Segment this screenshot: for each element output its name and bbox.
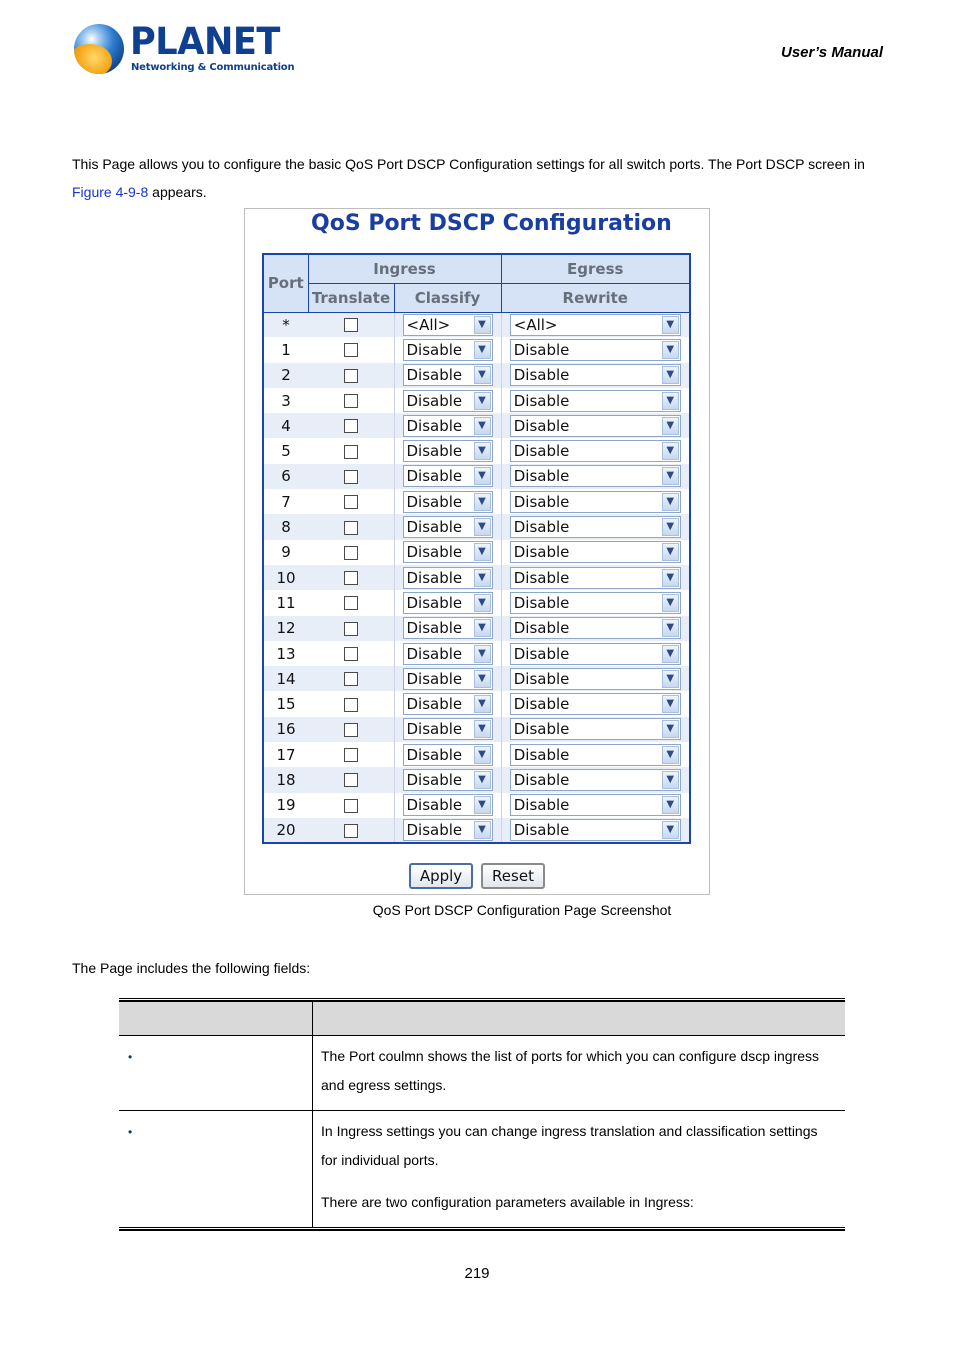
apply-button[interactable]: Apply <box>409 863 473 889</box>
translate-checkbox[interactable] <box>344 773 358 787</box>
rewrite-value: Disable <box>513 593 570 612</box>
reset-button[interactable]: Reset <box>481 863 545 889</box>
classify-value: Disable <box>406 391 463 410</box>
port-cell: 7 <box>263 489 308 514</box>
translate-cell <box>308 818 394 843</box>
field-description-cell <box>313 1036 845 1110</box>
port-cell: 20 <box>263 818 308 843</box>
chevron-down-icon[interactable]: ▼ <box>662 670 679 688</box>
classify-select[interactable] <box>403 643 493 665</box>
table-row <box>263 388 690 413</box>
rewrite-value: Disable <box>513 770 570 789</box>
classify-cell <box>394 666 501 691</box>
classify-value: Disable <box>406 644 463 663</box>
field-description-text: There are two configuration parameters available in Ingress: <box>321 1194 694 1210</box>
dscp-config-table <box>262 253 691 844</box>
translate-checkbox[interactable] <box>344 445 358 459</box>
rewrite-cell <box>501 691 690 716</box>
intro-text: This Page allows you to configure the basic QoS Port DSCP Configuration settings for all switch ports. The Port DSCP screen in <box>72 156 865 172</box>
rewrite-cell <box>501 590 690 615</box>
rewrite-select[interactable] <box>510 718 681 740</box>
table-row <box>263 489 690 514</box>
rewrite-select[interactable] <box>510 794 681 816</box>
translate-cell <box>308 489 394 514</box>
rewrite-cell <box>501 388 690 413</box>
chevron-down-icon[interactable]: ▼ <box>474 821 491 839</box>
classify-cell <box>394 337 501 362</box>
chevron-down-icon[interactable]: ▼ <box>662 569 679 587</box>
table-row <box>263 363 690 388</box>
rewrite-value: <All> <box>513 315 558 334</box>
screenshot-frame <box>244 208 710 895</box>
chevron-down-icon[interactable]: ▼ <box>474 442 491 460</box>
rewrite-select[interactable] <box>510 415 681 437</box>
translate-cell <box>308 312 394 337</box>
column-header-egress: Egress <box>501 254 690 283</box>
table-row <box>263 312 690 337</box>
translate-cell <box>308 413 394 438</box>
field-description-text: The Port coulmn shows the list of ports for which you can configure dscp ingress and egress settings. <box>321 1048 820 1093</box>
classify-select[interactable] <box>403 668 493 690</box>
translate-checkbox[interactable] <box>344 622 358 636</box>
classify-value: Disable <box>406 518 463 537</box>
fields-table-row <box>119 1035 845 1110</box>
bullet-icon: • <box>128 1050 133 1064</box>
translate-checkbox[interactable] <box>344 546 358 560</box>
rewrite-cell <box>501 312 690 337</box>
table-row <box>263 464 690 489</box>
rewrite-value: Disable <box>513 695 570 714</box>
translate-cell <box>308 514 394 539</box>
page-title: QoS Port DSCP Configuration <box>311 211 672 236</box>
translate-checkbox[interactable] <box>344 647 358 661</box>
page-number: 219 <box>464 1265 490 1282</box>
rewrite-value: Disable <box>513 821 570 840</box>
rewrite-select[interactable] <box>510 643 681 665</box>
port-cell: 14 <box>263 666 308 691</box>
translate-checkbox[interactable] <box>344 799 358 813</box>
classify-value: Disable <box>406 770 463 789</box>
port-cell: 15 <box>263 691 308 716</box>
chevron-down-icon[interactable]: ▼ <box>662 771 679 789</box>
brand-name: PLANET <box>130 20 280 63</box>
classify-cell <box>394 438 501 463</box>
table-row <box>263 590 690 615</box>
rewrite-select[interactable] <box>510 516 681 538</box>
table-row <box>263 565 690 590</box>
translate-cell <box>308 464 394 489</box>
classify-select[interactable] <box>403 794 493 816</box>
rewrite-cell <box>501 413 690 438</box>
translate-cell <box>308 793 394 818</box>
classify-cell <box>394 388 501 413</box>
table-row <box>263 742 690 767</box>
translate-cell <box>308 641 394 666</box>
translate-cell <box>308 742 394 767</box>
rewrite-value: Disable <box>513 568 570 587</box>
intro-paragraph <box>72 150 892 206</box>
classify-select[interactable] <box>403 491 493 513</box>
chevron-down-icon[interactable]: ▼ <box>662 746 679 764</box>
translate-checkbox[interactable] <box>344 748 358 762</box>
chevron-down-icon[interactable]: ▼ <box>662 316 679 334</box>
table-row <box>263 793 690 818</box>
rewrite-select[interactable] <box>510 364 681 386</box>
translate-checkbox[interactable] <box>344 824 358 838</box>
fields-table-header <box>119 1001 845 1035</box>
chevron-down-icon[interactable]: ▼ <box>474 771 491 789</box>
chevron-down-icon[interactable]: ▼ <box>662 366 679 384</box>
translate-checkbox[interactable] <box>344 470 358 484</box>
rewrite-cell <box>501 767 690 792</box>
translate-cell <box>308 565 394 590</box>
classify-select[interactable] <box>403 744 493 766</box>
figure-link[interactable]: Figure 4-9-8 <box>72 184 149 200</box>
brand-tagline: Networking & Communication <box>131 62 295 73</box>
classify-value: Disable <box>406 416 463 435</box>
chevron-down-icon[interactable]: ▼ <box>662 493 679 511</box>
rewrite-select[interactable] <box>510 668 681 690</box>
classify-value: Disable <box>406 821 463 840</box>
translate-checkbox[interactable] <box>344 723 358 737</box>
classify-cell <box>394 742 501 767</box>
translate-cell <box>308 717 394 742</box>
classify-select[interactable] <box>403 314 493 336</box>
field-description-text: In Ingress settings you can change ingress translation and classification settings for individual ports. <box>321 1123 818 1168</box>
chevron-down-icon[interactable]: ▼ <box>662 594 679 612</box>
classify-select[interactable] <box>403 617 493 639</box>
bullet-icon: • <box>128 1125 133 1139</box>
table-row <box>263 767 690 792</box>
chevron-down-icon[interactable]: ▼ <box>662 543 679 561</box>
rewrite-select[interactable] <box>510 440 681 462</box>
rewrite-cell <box>501 363 690 388</box>
classify-select[interactable] <box>403 819 493 841</box>
classify-cell <box>394 540 501 565</box>
classify-value: Disable <box>406 467 463 486</box>
port-cell: 8 <box>263 514 308 539</box>
chevron-down-icon[interactable]: ▼ <box>474 569 491 587</box>
classify-value: Disable <box>406 568 463 587</box>
table-row <box>263 337 690 362</box>
classify-select[interactable] <box>403 592 493 614</box>
rewrite-value: Disable <box>513 467 570 486</box>
classify-cell <box>394 590 501 615</box>
classify-cell <box>394 514 501 539</box>
port-cell: * <box>263 312 308 337</box>
classify-select[interactable] <box>403 465 493 487</box>
classify-select[interactable] <box>403 541 493 563</box>
classify-value: Disable <box>406 543 463 562</box>
chevron-down-icon[interactable]: ▼ <box>662 720 679 738</box>
rewrite-cell <box>501 641 690 666</box>
classify-value: Disable <box>406 492 463 511</box>
classify-value: <All> <box>406 315 451 334</box>
rewrite-select[interactable] <box>510 339 681 361</box>
classify-select[interactable] <box>403 693 493 715</box>
translate-checkbox[interactable] <box>344 495 358 509</box>
rewrite-value: Disable <box>513 619 570 638</box>
translate-checkbox[interactable] <box>344 394 358 408</box>
rewrite-select[interactable] <box>510 769 681 791</box>
classify-select[interactable] <box>403 718 493 740</box>
rewrite-value: Disable <box>513 492 570 511</box>
chevron-down-icon[interactable]: ▼ <box>474 493 491 511</box>
classify-select[interactable] <box>403 769 493 791</box>
chevron-down-icon[interactable]: ▼ <box>474 417 491 435</box>
rewrite-select[interactable] <box>510 465 681 487</box>
port-cell: 2 <box>263 363 308 388</box>
table-row <box>263 540 690 565</box>
chevron-down-icon[interactable]: ▼ <box>474 316 491 334</box>
translate-checkbox[interactable] <box>344 369 358 383</box>
rewrite-cell <box>501 514 690 539</box>
classify-cell <box>394 489 501 514</box>
figure-caption: QoS Port DSCP Configuration Page Screenshot <box>372 902 672 918</box>
port-cell: 9 <box>263 540 308 565</box>
translate-checkbox[interactable] <box>344 521 358 535</box>
port-cell: 11 <box>263 590 308 615</box>
table-row <box>263 717 690 742</box>
translate-checkbox[interactable] <box>344 596 358 610</box>
translate-checkbox[interactable] <box>344 343 358 357</box>
translate-checkbox[interactable] <box>344 571 358 585</box>
port-cell: 10 <box>263 565 308 590</box>
column-header-port: Port <box>263 254 308 312</box>
port-cell: 1 <box>263 337 308 362</box>
chevron-down-icon[interactable]: ▼ <box>662 796 679 814</box>
classify-select[interactable] <box>403 415 493 437</box>
port-cell: 5 <box>263 438 308 463</box>
rewrite-cell <box>501 464 690 489</box>
chevron-down-icon[interactable]: ▼ <box>474 594 491 612</box>
chevron-down-icon[interactable]: ▼ <box>474 341 491 359</box>
table-row <box>263 413 690 438</box>
port-cell: 16 <box>263 717 308 742</box>
table-row <box>263 818 690 843</box>
translate-cell <box>308 438 394 463</box>
rewrite-value: Disable <box>513 340 570 359</box>
translate-cell <box>308 666 394 691</box>
column-header-translate: Translate <box>308 283 394 312</box>
translate-cell <box>308 337 394 362</box>
port-cell: 12 <box>263 616 308 641</box>
classify-value: Disable <box>406 593 463 612</box>
field-name-cell <box>119 1036 313 1110</box>
column-header-classify: Classify <box>394 283 501 312</box>
chevron-down-icon[interactable]: ▼ <box>662 645 679 663</box>
table-row <box>263 666 690 691</box>
classify-cell <box>394 717 501 742</box>
classify-select[interactable] <box>403 440 493 462</box>
rewrite-value: Disable <box>513 391 570 410</box>
rewrite-value: Disable <box>513 543 570 562</box>
table-row <box>263 641 690 666</box>
chevron-down-icon[interactable]: ▼ <box>662 619 679 637</box>
classify-cell <box>394 616 501 641</box>
classify-cell <box>394 312 501 337</box>
chevron-down-icon[interactable]: ▼ <box>662 417 679 435</box>
translate-cell <box>308 540 394 565</box>
rewrite-select[interactable] <box>510 819 681 841</box>
rewrite-value: Disable <box>513 720 570 739</box>
rewrite-cell <box>501 565 690 590</box>
classify-cell <box>394 565 501 590</box>
translate-checkbox[interactable] <box>344 318 358 332</box>
rewrite-cell <box>501 489 690 514</box>
rewrite-select[interactable] <box>510 592 681 614</box>
rewrite-cell <box>501 616 690 641</box>
table-row <box>263 438 690 463</box>
classify-value: Disable <box>406 366 463 385</box>
port-cell: 19 <box>263 793 308 818</box>
rewrite-value: Disable <box>513 442 570 461</box>
translate-checkbox[interactable] <box>344 698 358 712</box>
port-cell: 4 <box>263 413 308 438</box>
table-row <box>263 514 690 539</box>
classify-value: Disable <box>406 669 463 688</box>
rewrite-value: Disable <box>513 745 570 764</box>
classify-value: Disable <box>406 745 463 764</box>
chevron-down-icon[interactable]: ▼ <box>474 518 491 536</box>
rewrite-cell <box>501 438 690 463</box>
rewrite-value: Disable <box>513 796 570 815</box>
chevron-down-icon[interactable]: ▼ <box>662 392 679 410</box>
chevron-down-icon[interactable]: ▼ <box>662 341 679 359</box>
classify-cell <box>394 793 501 818</box>
column-header-rewrite: Rewrite <box>501 283 690 312</box>
classify-cell <box>394 767 501 792</box>
classify-value: Disable <box>406 619 463 638</box>
classify-select[interactable] <box>403 364 493 386</box>
manual-label: User’s Manual <box>781 44 883 61</box>
intro-text-end: appears. <box>148 184 207 200</box>
table-row <box>263 691 690 716</box>
fields-table <box>119 998 845 1231</box>
chevron-down-icon[interactable]: ▼ <box>474 543 491 561</box>
table-row <box>263 616 690 641</box>
translate-cell <box>308 363 394 388</box>
rewrite-value: Disable <box>513 518 570 537</box>
classify-value: Disable <box>406 796 463 815</box>
chevron-down-icon[interactable]: ▼ <box>474 670 491 688</box>
rewrite-cell <box>501 717 690 742</box>
translate-cell <box>308 388 394 413</box>
rewrite-select[interactable] <box>510 567 681 589</box>
classify-cell <box>394 363 501 388</box>
rewrite-value: Disable <box>513 366 570 385</box>
chevron-down-icon[interactable]: ▼ <box>474 720 491 738</box>
rewrite-cell <box>501 818 690 843</box>
port-cell: 17 <box>263 742 308 767</box>
chevron-down-icon[interactable]: ▼ <box>474 392 491 410</box>
classify-value: Disable <box>406 720 463 739</box>
chevron-down-icon[interactable]: ▼ <box>662 518 679 536</box>
fields-table-bottom-rule <box>119 1227 845 1231</box>
chevron-down-icon[interactable]: ▼ <box>474 746 491 764</box>
column-header-ingress: Ingress <box>308 254 501 283</box>
globe-logo-icon <box>74 24 124 74</box>
classify-value: Disable <box>406 442 463 461</box>
classify-cell <box>394 413 501 438</box>
rewrite-cell <box>501 337 690 362</box>
rewrite-select[interactable] <box>510 314 681 336</box>
rewrite-select[interactable] <box>510 744 681 766</box>
chevron-down-icon[interactable]: ▼ <box>662 442 679 460</box>
chevron-down-icon[interactable]: ▼ <box>474 619 491 637</box>
classify-value: Disable <box>406 695 463 714</box>
rewrite-cell <box>501 540 690 565</box>
port-cell: 13 <box>263 641 308 666</box>
chevron-down-icon[interactable]: ▼ <box>474 695 491 713</box>
rewrite-value: Disable <box>513 644 570 663</box>
rewrite-cell <box>501 742 690 767</box>
chevron-down-icon[interactable]: ▼ <box>662 695 679 713</box>
translate-cell <box>308 767 394 792</box>
rewrite-select[interactable] <box>510 693 681 715</box>
port-cell: 6 <box>263 464 308 489</box>
rewrite-value: Disable <box>513 416 570 435</box>
translate-cell <box>308 691 394 716</box>
rewrite-select[interactable] <box>510 541 681 563</box>
translate-checkbox[interactable] <box>344 419 358 433</box>
chevron-down-icon[interactable]: ▼ <box>474 467 491 485</box>
translate-cell <box>308 616 394 641</box>
classify-cell <box>394 641 501 666</box>
port-cell: 18 <box>263 767 308 792</box>
field-name-cell <box>119 1111 313 1227</box>
chevron-down-icon[interactable]: ▼ <box>474 645 491 663</box>
chevron-down-icon[interactable]: ▼ <box>662 821 679 839</box>
classify-cell <box>394 464 501 489</box>
classify-select[interactable] <box>403 516 493 538</box>
rewrite-value: Disable <box>513 669 570 688</box>
rewrite-select[interactable] <box>510 491 681 513</box>
rewrite-select[interactable] <box>510 390 681 412</box>
translate-checkbox[interactable] <box>344 672 358 686</box>
classify-cell <box>394 691 501 716</box>
translate-cell <box>308 590 394 615</box>
fields-lead-text: The Page includes the following fields: <box>72 960 311 976</box>
chevron-down-icon[interactable]: ▼ <box>474 796 491 814</box>
classify-select[interactable] <box>403 339 493 361</box>
field-description-cell <box>313 1111 845 1227</box>
fields-table-row <box>119 1110 845 1227</box>
port-cell: 3 <box>263 388 308 413</box>
rewrite-select[interactable] <box>510 617 681 639</box>
planet-logo <box>74 20 295 76</box>
classify-select[interactable] <box>403 390 493 412</box>
rewrite-cell <box>501 666 690 691</box>
classify-select[interactable] <box>403 567 493 589</box>
chevron-down-icon[interactable]: ▼ <box>474 366 491 384</box>
rewrite-cell <box>501 793 690 818</box>
classify-cell <box>394 818 501 843</box>
chevron-down-icon[interactable]: ▼ <box>662 467 679 485</box>
classify-value: Disable <box>406 340 463 359</box>
